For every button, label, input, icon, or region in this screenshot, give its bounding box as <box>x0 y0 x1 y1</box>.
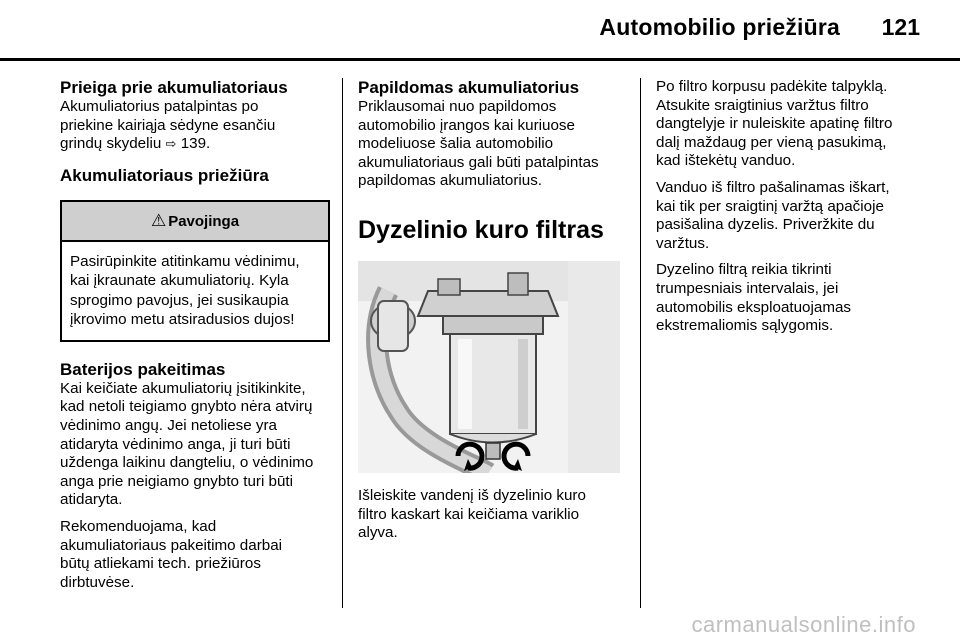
section-heading: Prieiga prie akumuliatoriaus <box>60 78 288 97</box>
paragraph: Dyzelino filtrą reikia tikrinti trumpesniais intervalais, jei automobilis eksploatuojamas ekstremaliomis sąlygomis. <box>656 261 852 335</box>
chapter-heading: Dyzelinio kuro filtras <box>358 215 604 244</box>
warning-triangle-icon: ⚠ <box>150 210 167 230</box>
danger-title: Pavojinga <box>168 212 240 230</box>
paragraph: Rekomenduojama, kad akumuliatoriaus pakeitimo darbai būtų atliekami tech. priežiūros dirbtuvėse. <box>60 517 283 591</box>
danger-box <box>60 200 330 342</box>
paragraph: Išleiskite vandenį iš dyzelinio kuro filtro kaskart kai keičiama variklio alyva. <box>358 486 586 542</box>
column-divider <box>342 78 343 608</box>
paragraph: Kai keičiate akumuliatorių įsitikinkite, kad netoli teigiamo gnybto nėra atvirų vėdinimo angų. Jei netoliese yra atidaryta vėdinimo anga, ji turi būti uždenga laikinu dangteliu, o vėdinimo anga prie neigiamo gnybto turi būti atidaryta. <box>60 379 314 509</box>
column-divider <box>640 78 641 608</box>
section-heading: Baterijos pakeitimas <box>60 359 226 379</box>
paragraph: Priklausomai nuo papildomos automobilio įrangos kai kuriuose modeliuose šalia automobilio akumuliatoriaus gali būti patalpintas papildomas akumuliatorius. <box>358 98 599 190</box>
watermark: carmanualsonline.info <box>691 612 916 637</box>
paragraph: Po filtro korpusu padėkite talpyklą. Atsukite sraigtinius varžtus filtro dangtelyje ir nuleiskite apatinę filtro dalį maždaug per vieną pasukimą, kad ištekėtų vanduo. <box>656 78 893 170</box>
section-heading: Akumuliatoriaus priežiūra <box>60 165 269 185</box>
danger-header <box>62 202 328 242</box>
column-left <box>60 78 330 600</box>
page-reference-icon: ⇨ <box>165 136 177 152</box>
fuel-filter-illustration <box>358 261 620 473</box>
column-middle <box>358 78 626 551</box>
section-heading: Papildomas akumuliatorius <box>358 78 580 97</box>
page-reference[interactable]: 139. <box>180 135 211 153</box>
page-number: 121 <box>881 14 920 40</box>
paragraph <box>60 98 330 154</box>
header-rule <box>0 58 960 61</box>
paragraph-text: Akumuliatorius patalpintas po priekine kairiąja sėdyne esančiu grindų skydeliu <box>60 98 276 153</box>
paragraph: Vanduo iš filtro pašalinamas iškart, kai tik per sraigtinį varžtą apačioje pasišalina dyzelis. Priveržkite du varžtus. <box>656 178 890 252</box>
page-header-title: Automobilio priežiūra <box>599 14 840 40</box>
column-right <box>656 78 916 344</box>
danger-text: Pasirūpinkite atitinkamu vėdinimu, kai įkraunate akumuliatorių. Kyla sprogimo pavojus, jei susikaupia įkrovimo metu atsiradusios dujos! <box>70 252 300 329</box>
